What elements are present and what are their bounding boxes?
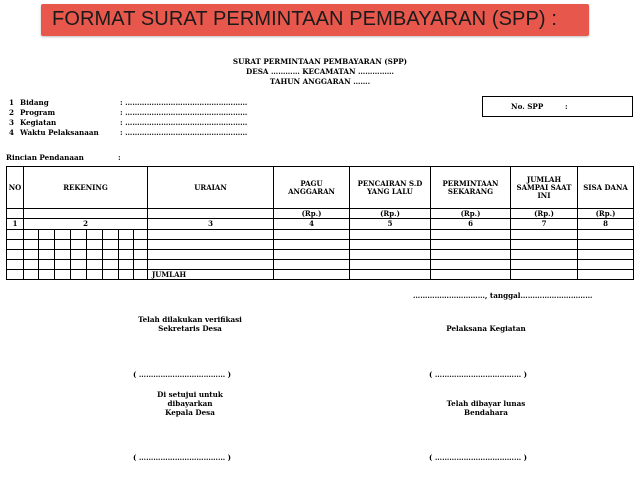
sig-approval-line2: dibayarkan: [167, 399, 213, 408]
col-number: 4: [274, 219, 350, 230]
col-number: 6: [431, 219, 511, 230]
sig-paid-line1: Telah dibayar lunas: [446, 399, 526, 408]
header-pagu-line1: PAGU: [300, 178, 323, 188]
table-row: [7, 250, 634, 260]
header-rekening: REKENING: [24, 167, 148, 209]
spp-number-box: [482, 96, 633, 117]
table-number-row: [7, 219, 634, 230]
header-uraian: URAIAN: [148, 167, 274, 209]
header-jumlah-line1: JUMLAH: [526, 174, 562, 184]
total-label: JUMLAH: [148, 270, 274, 280]
info-value-waktu: : ……………………………………………: [120, 128, 248, 137]
header-sisa-dana: SISA DANA: [578, 167, 634, 209]
col-number: 3: [148, 219, 274, 230]
table-unit-row: [7, 209, 634, 219]
header-no: NO: [7, 167, 24, 209]
rincian-colon: :: [118, 153, 121, 162]
sig-kepala-desa-name: ( ……………………………… ): [133, 453, 232, 462]
sig-approval-line1: Di setujui untuk: [157, 390, 223, 399]
table-row: [7, 260, 634, 270]
doc-year-line: TAHUN ANGGARAN …….: [269, 77, 371, 86]
header-pencairan-line1: PENCAIRAN S.D: [357, 178, 423, 188]
sig-sekretaris-name: ( ……………………………… ): [133, 370, 232, 379]
col-number: 5: [350, 219, 431, 230]
table-total-row: [7, 270, 634, 280]
header-permintaan-line2: SEKARANG: [447, 186, 494, 196]
sig-pelaksana-name: ( ……………………………… ): [429, 370, 528, 379]
sig-bendahara-name: ( ……………………………… ): [429, 453, 528, 462]
col-number: 7: [511, 219, 578, 230]
info-label-waktu: Waktu Pelaksanaan: [20, 128, 99, 137]
col-number: 1: [7, 219, 24, 230]
header-pencairan-line2: YANG LALU: [367, 186, 413, 196]
header-pagu-line2: ANGGARAN: [288, 186, 335, 196]
header-jumlah-line3: INI: [537, 190, 551, 200]
unit-cell: (Rp.): [274, 209, 350, 219]
header-jumlah: [511, 167, 578, 209]
col-number: 8: [578, 219, 634, 230]
unit-cell: (Rp.): [511, 209, 578, 219]
info-num: 4: [9, 128, 15, 137]
sig-kepala-desa-title: Kepala Desa: [165, 408, 215, 417]
spp-number-label: No. SPP: [511, 102, 544, 111]
table-row: [7, 230, 634, 240]
header-jumlah-line2: SAMPAI SAAT: [516, 182, 572, 192]
spp-table: [6, 166, 634, 280]
unit-cell: (Rp.): [431, 209, 511, 219]
header-permintaan-line1: PERMINTAAN: [442, 178, 499, 188]
col-number: 2: [24, 219, 148, 230]
date-line: …………………………, tanggal…………………………: [413, 291, 593, 300]
info-value-program: : ……………………………………………: [120, 108, 248, 117]
header-pagu: [274, 167, 350, 209]
banner-title: FORMAT SURAT PERMINTAAN PEMBAYARAN (SPP) :: [52, 8, 558, 30]
doc-title: SURAT PERMINTAAN PEMBAYARAN (SPP): [232, 57, 408, 66]
table-header-row: [7, 167, 634, 209]
sig-pelaksana-title: Pelaksana Kegiatan: [446, 324, 526, 333]
table-row: [7, 240, 634, 250]
rincian-label: Rincian Pendanaan: [6, 153, 84, 162]
sig-verification-line1: Telah dilakukan verifikasi: [138, 315, 242, 324]
info-num: 1: [9, 98, 15, 107]
unit-cell: (Rp.): [350, 209, 431, 219]
header-permintaan: [431, 167, 511, 209]
sig-sekretaris-title: Sekretaris Desa: [158, 324, 222, 333]
info-value-bidang: : ……………………………………………: [120, 98, 248, 107]
info-label-bidang: Bidang: [20, 98, 49, 107]
info-label-program: Program: [20, 108, 56, 117]
header-pencairan: [350, 167, 431, 209]
spp-number-colon: :: [565, 102, 568, 111]
info-label-kegiatan: Kegiatan: [20, 118, 57, 127]
doc-village-line: DESA ………… KECAMATAN ……………: [246, 67, 394, 76]
info-value-kegiatan: : ……………………………………………: [120, 118, 248, 127]
title-banner: [41, 4, 589, 36]
info-num: 3: [9, 118, 15, 127]
info-num: 2: [9, 108, 15, 117]
unit-cell: (Rp.): [578, 209, 634, 219]
sig-bendahara-title: Bendahara: [464, 408, 508, 417]
